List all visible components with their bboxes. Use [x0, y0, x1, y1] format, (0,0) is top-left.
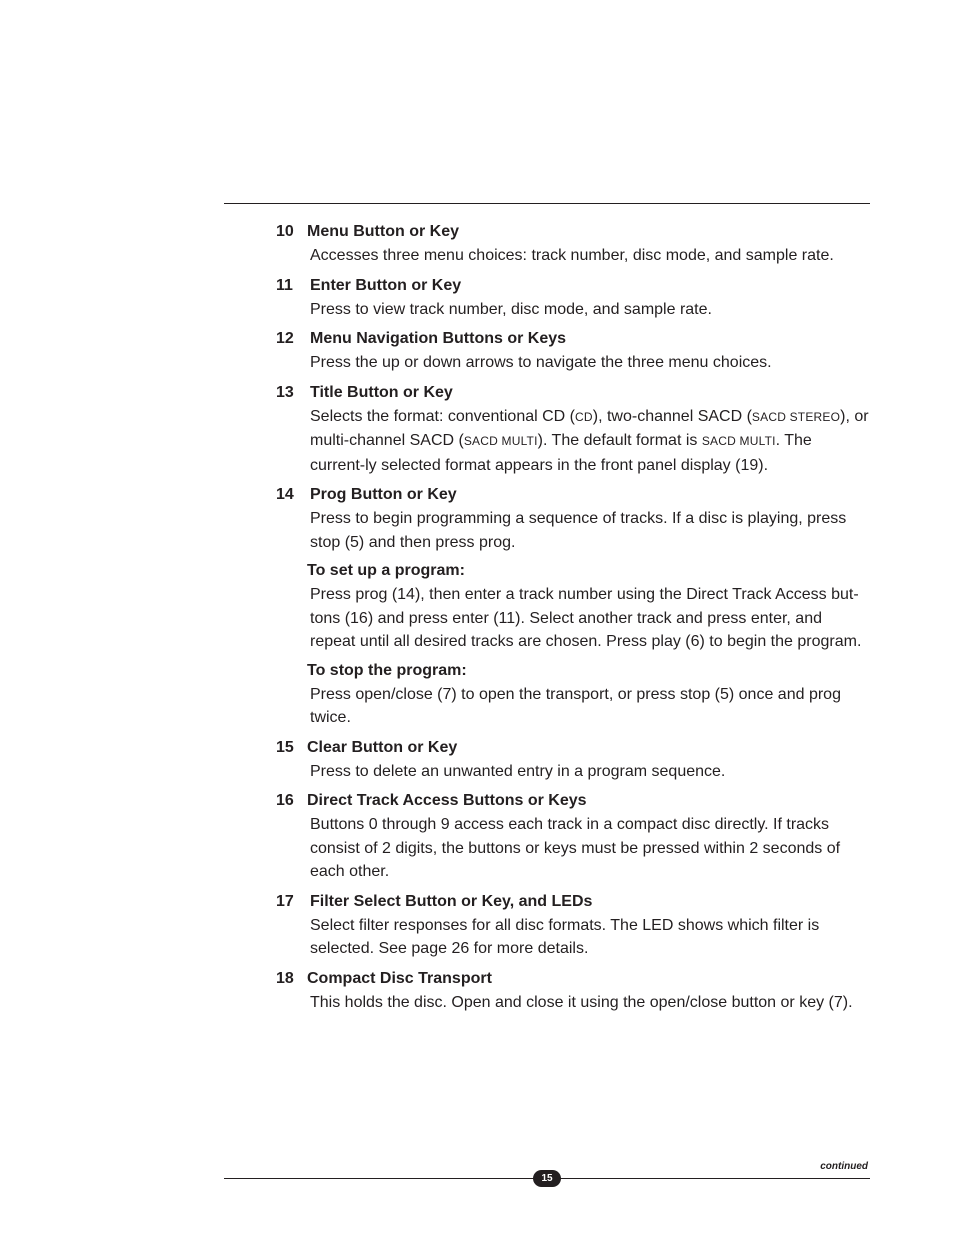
- item-number: 10: [276, 223, 294, 240]
- subsection-title: To stop the program:: [307, 661, 467, 679]
- item-heading: [276, 891, 870, 912]
- list-item: [276, 968, 870, 1015]
- top-rule: [224, 203, 870, 204]
- item-title: Direct Track Access Buttons or Keys: [307, 792, 587, 809]
- list-item: [276, 382, 870, 478]
- format-code: SACD MULTI: [701, 434, 776, 448]
- item-description: Press to delete an unwanted entry in a program sequence.: [310, 762, 726, 780]
- format-code: SACD STEREO: [751, 409, 841, 424]
- item-description: This holds the disc. Open and close it using the open/close button or key (7).: [310, 993, 853, 1011]
- item-number: 18: [276, 969, 294, 987]
- item-number: 14: [276, 486, 294, 503]
- item-description: Press the up or down arrows to navigate the three menu choices.: [310, 354, 772, 371]
- item-number: 16: [276, 792, 294, 809]
- item-title: Compact Disc Transport: [307, 969, 492, 987]
- item-description: Buttons 0 through 9 access each track in a compact disc directly. If tracks consist of 2 digits, the buttons or keys must be pressed within 2 seconds of each other.: [310, 816, 841, 880]
- item-title: Clear Button or Key: [307, 738, 458, 756]
- list-item: [276, 328, 870, 375]
- item-number: 11: [276, 276, 293, 294]
- item-title: Menu Button or Key: [307, 223, 459, 240]
- list-item: [276, 790, 870, 884]
- list-item: [276, 221, 870, 268]
- item-number: 12: [276, 330, 294, 347]
- item-number: 15: [276, 738, 294, 756]
- item-heading: [276, 328, 870, 349]
- list-item: [276, 484, 870, 730]
- item-heading: [276, 221, 870, 242]
- item-heading: [276, 484, 870, 505]
- item-description: Select filter responses for all disc formats. The LED shows which filter is selected. See page 26 for more details.: [310, 916, 820, 957]
- item-heading: [276, 790, 870, 811]
- item-heading: [276, 275, 870, 296]
- item-number: 13: [276, 383, 294, 401]
- subsection: [276, 660, 870, 730]
- item-description: Accesses three menu choices: track number, disc mode, and sample rate.: [310, 247, 834, 264]
- item-heading: [276, 968, 870, 989]
- text-run: ), or multi-channel SACD (: [310, 407, 869, 449]
- item-description: Press to view track number, disc mode, and sample rate.: [310, 300, 712, 318]
- list-item: [276, 275, 870, 322]
- item-description: [310, 405, 870, 478]
- subsection-title: To set up a program:: [307, 562, 465, 579]
- item-heading: [276, 737, 870, 758]
- page-number-badge: 15: [533, 1170, 561, 1187]
- text-run: Selects the format: conventional CD (: [310, 407, 576, 425]
- item-title: Title Button or Key: [310, 383, 453, 401]
- list-item: [276, 891, 870, 961]
- format-code: CD: [575, 409, 593, 424]
- subsection-description: Press open/close (7) to open the transport, or press stop (5) once and prog twice.: [310, 685, 841, 726]
- text-run: ), two-channel SACD (: [592, 407, 752, 425]
- text-run: ). The default format is: [537, 432, 702, 449]
- item-number: 17: [276, 892, 294, 910]
- subsection-description: Press prog (14), then enter a track number using the Direct Track Access but-tons (16) and press enter (11). Select another track and press enter, and repeat until all desired tracks are chosen. Press play (6) to begin the program.: [310, 586, 862, 650]
- continued-note: continued: [820, 1161, 868, 1172]
- format-code: SACD MULTI: [463, 434, 538, 448]
- item-list: [276, 221, 870, 1021]
- list-item: [276, 737, 870, 784]
- item-heading: [276, 382, 870, 403]
- item-title: Filter Select Button or Key, and LEDs: [310, 892, 593, 910]
- text-run: . The current-ly selected format appears in the front panel display (19).: [310, 432, 812, 474]
- item-title: Prog Button or Key: [310, 486, 457, 503]
- item-description: Press to begin programming a sequence of tracks. If a disc is playing, press stop (5) and then press prog.: [310, 510, 847, 551]
- subsection: [276, 560, 870, 654]
- item-title: Menu Navigation Buttons or Keys: [310, 330, 567, 347]
- item-title: Enter Button or Key: [310, 276, 462, 294]
